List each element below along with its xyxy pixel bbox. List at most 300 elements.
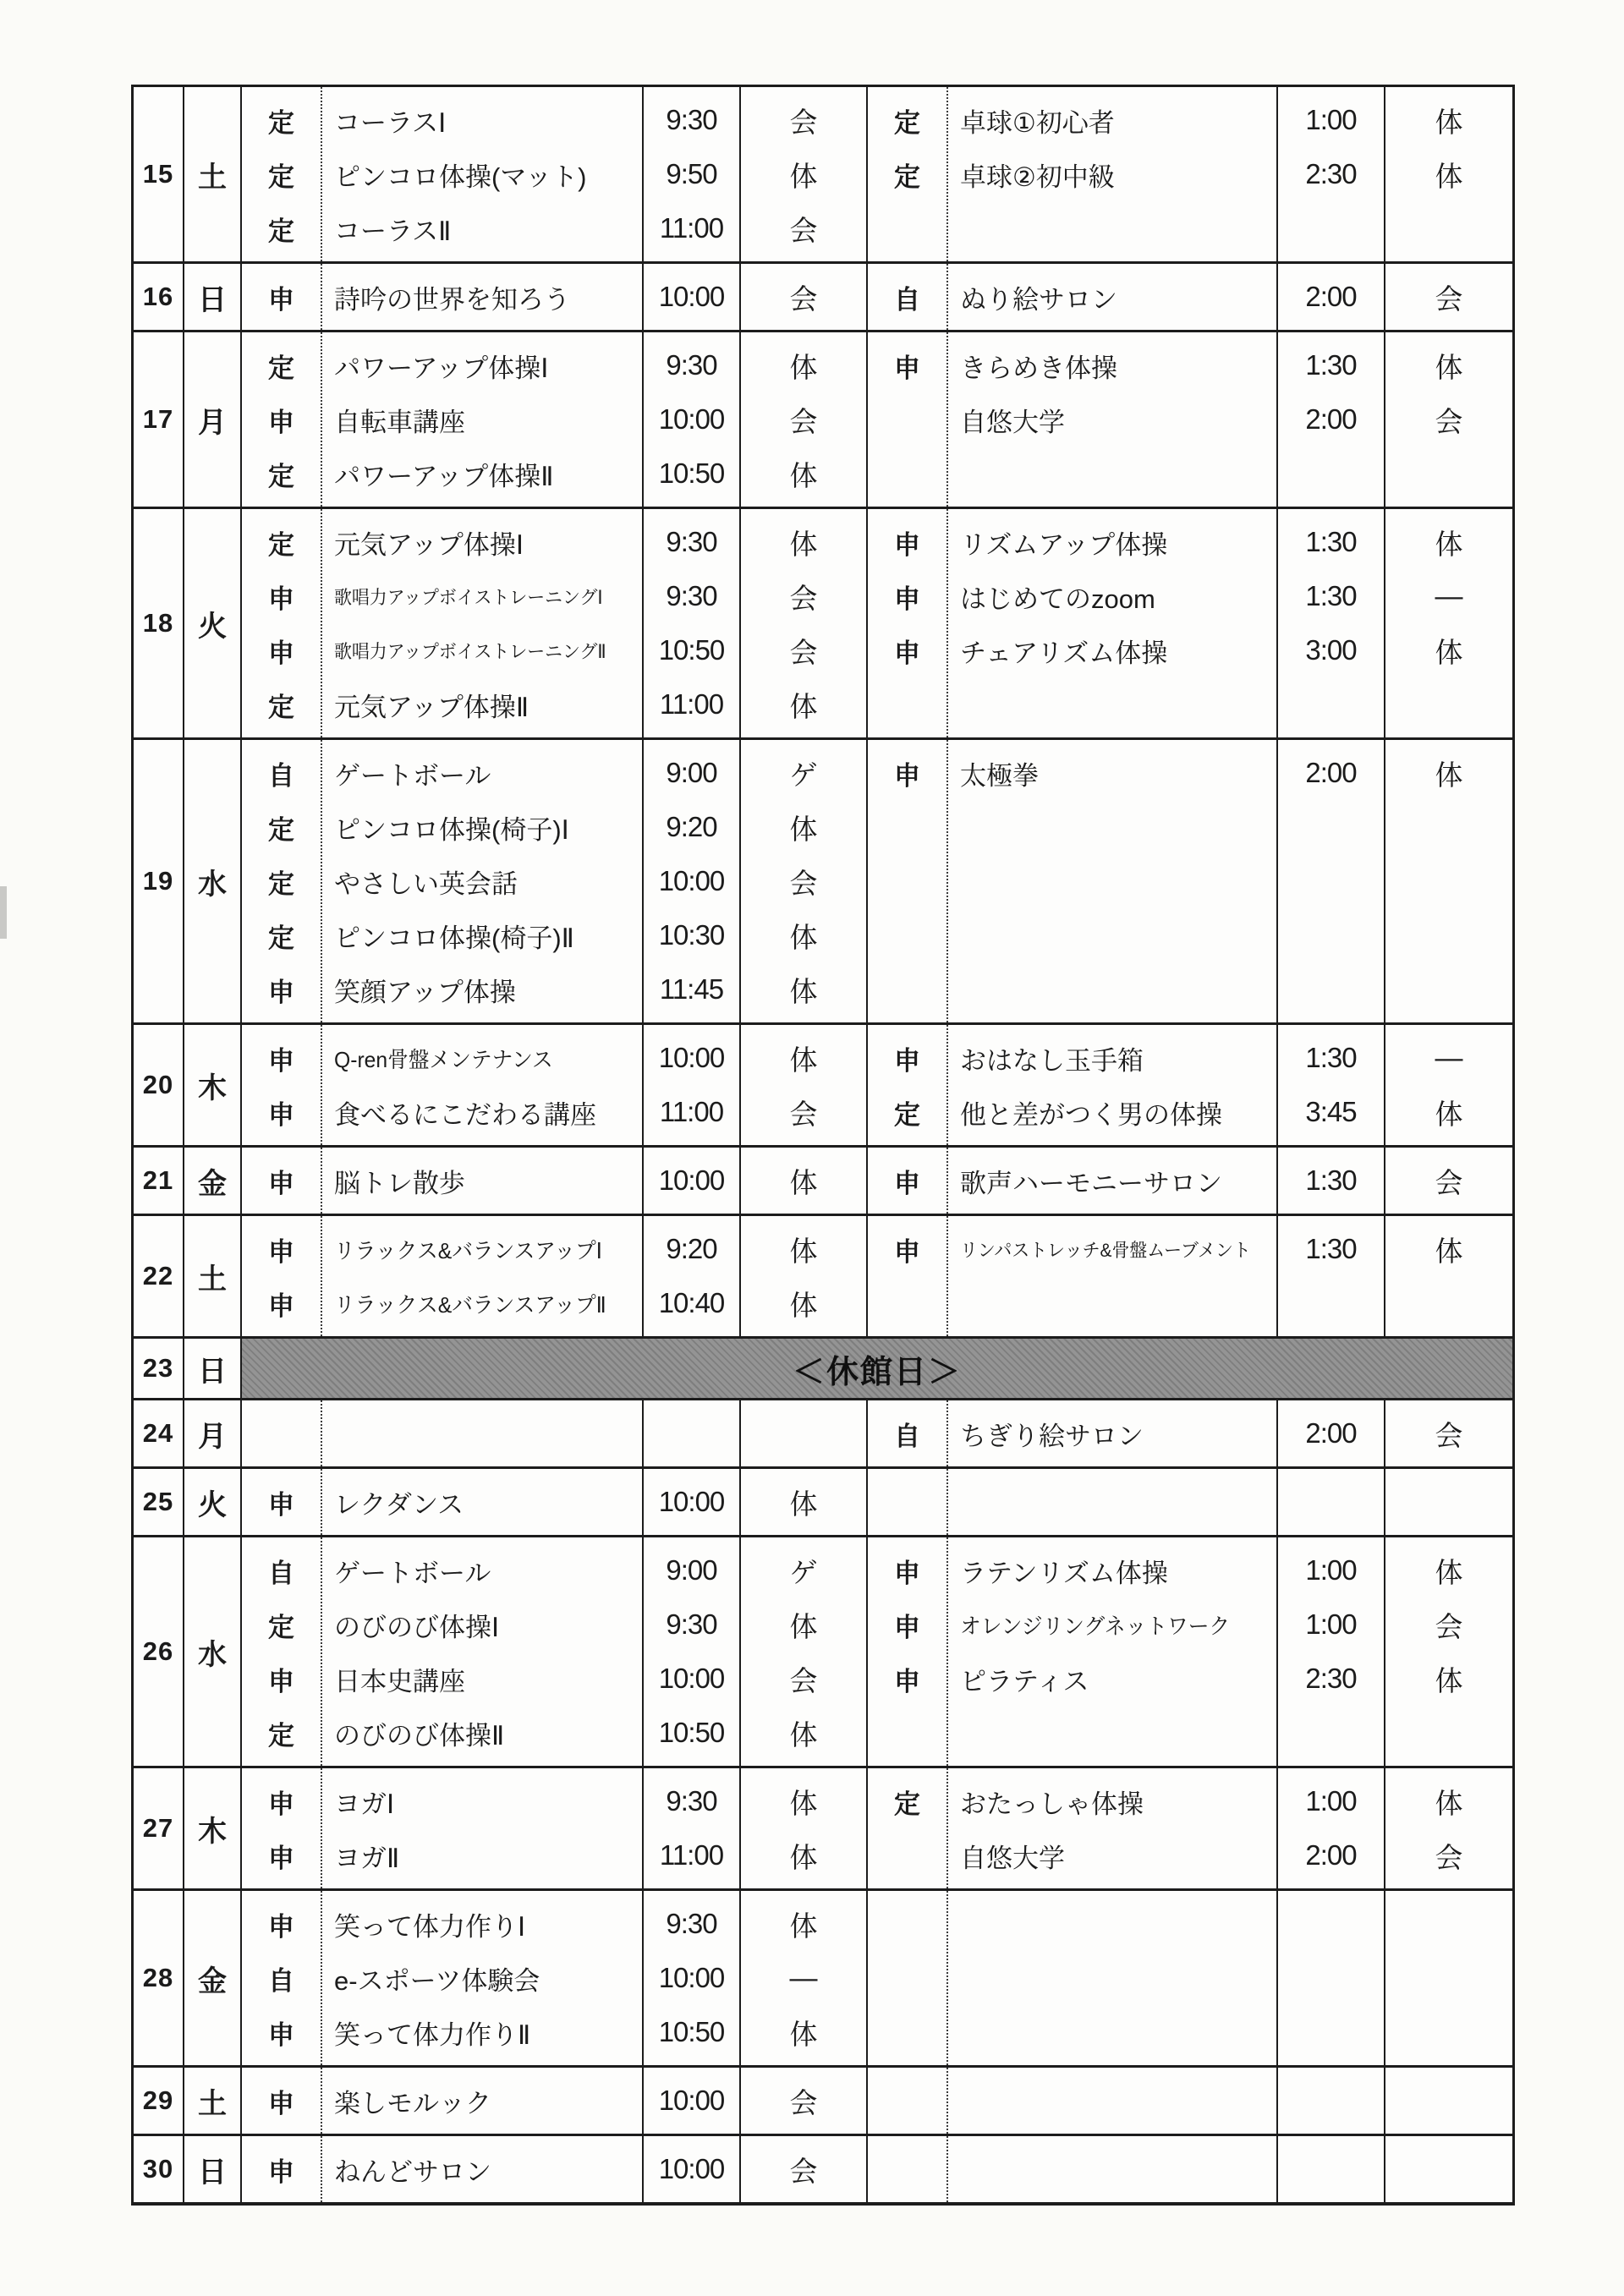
reg-cell-right-text: 申: [894, 1045, 920, 1076]
reg-cell-text: 申: [268, 1789, 294, 1819]
event-name-cell-right: [948, 1085, 1276, 1139]
day-cell: [184, 1537, 242, 1766]
place-cell-text: 体: [789, 1787, 818, 1819]
event-name-cell: [322, 2005, 642, 2059]
place-cell: [741, 1543, 866, 1597]
place-cell-column: [741, 1216, 868, 1336]
time-cell: [644, 677, 739, 732]
time-cell-text: 9:30: [666, 1608, 717, 1640]
event-name-cell: [322, 1031, 642, 1085]
date-cell: [134, 1216, 184, 1336]
time-cell-column: [644, 2068, 741, 2134]
place-cell: [741, 1085, 866, 1139]
place-cell-text: 会: [789, 636, 818, 668]
date-label: 23: [142, 1353, 174, 1383]
place-cell-right: [1385, 1031, 1512, 1085]
event-name-cell-text: コーラスⅠ: [334, 107, 447, 138]
event-name-cell-right-column: [948, 1148, 1278, 1214]
event-name-cell: [322, 147, 642, 201]
reg-cell-text: 定: [268, 529, 294, 560]
time-cell-right-column: [1278, 509, 1385, 737]
time-cell: [644, 854, 739, 908]
event-name-cell-right: [948, 1543, 1276, 1597]
event-name-cell-text: パワーアップ体操Ⅰ: [334, 353, 549, 383]
time-cell-right-column: [1278, 1216, 1385, 1336]
date-label: 27: [142, 1813, 174, 1843]
day-row-27: [134, 1766, 1512, 1888]
place-cell-right-column: [1385, 509, 1512, 737]
event-name-cell-right: [948, 1828, 1276, 1882]
time-cell-right: [1278, 854, 1384, 908]
place-cell-right: [1385, 392, 1512, 447]
event-name-cell-column: [322, 2136, 644, 2202]
reg-cell-right: [868, 1597, 946, 1652]
reg-cell-text: 申: [268, 1489, 294, 1520]
reg-cell-right-column: [868, 1537, 948, 1766]
time-cell-text: 10:00: [658, 2153, 725, 2184]
reg-cell: [242, 93, 321, 147]
reg-cell-column: [242, 2136, 322, 2202]
place-cell-right: [1385, 147, 1512, 201]
day-row-30: [134, 2134, 1512, 2202]
place-cell: [741, 1276, 866, 1330]
time-cell-text: 9:00: [666, 757, 717, 788]
time-cell: [644, 569, 739, 623]
time-cell-text: 10:00: [658, 1042, 725, 1073]
place-cell: [741, 93, 866, 147]
event-name-cell-right-text: 他と差がつく男の体操: [960, 1099, 1222, 1130]
date-label: 28: [142, 1963, 174, 1992]
reg-cell-text: 定: [268, 923, 294, 953]
time-cell-right-column: [1278, 264, 1385, 330]
reg-cell-text: 申: [268, 1911, 294, 1942]
event-name-cell-right-text: はじめてのzoom: [960, 584, 1155, 614]
place-cell: [741, 1774, 866, 1828]
event-name-cell-text: Q-ren骨盤メンテナンス: [334, 1046, 553, 1072]
event-name-cell-right: [948, 2074, 1276, 2128]
place-cell-text: 会: [789, 582, 818, 614]
event-name-cell-right-column: [948, 1537, 1278, 1766]
time-cell-right: [1278, 1543, 1384, 1597]
event-name-cell-right-column: [948, 509, 1278, 737]
event-name-cell-right: [948, 854, 1276, 908]
event-name-cell-text: 日本史講座: [334, 1666, 465, 1696]
date-cell: [134, 1469, 184, 1535]
reg-cell-right: [868, 677, 946, 732]
time-cell-text: 11:00: [659, 688, 724, 720]
reg-cell: [242, 201, 321, 255]
reg-cell: [242, 854, 321, 908]
reg-cell-right: [868, 569, 946, 623]
reg-cell-right: [868, 1276, 946, 1330]
day-label: 火: [198, 610, 227, 643]
reg-cell: [242, 677, 321, 732]
event-name-cell-text: 元気アップ体操Ⅱ: [334, 692, 529, 722]
event-name-cell-right: [948, 1597, 1276, 1652]
place-cell: [741, 1222, 866, 1276]
reg-cell: [242, 2142, 321, 2196]
event-name-cell-right-column: [948, 2136, 1278, 2202]
day-cell: [184, 1339, 242, 1398]
day-label: 土: [198, 2087, 227, 2120]
place-cell-column: [741, 509, 868, 737]
place-cell-right-column: [1385, 2136, 1512, 2202]
place-cell-right: [1385, 1652, 1512, 1706]
time-cell-right: [1278, 677, 1384, 732]
reg-cell-right: [868, 962, 946, 1016]
reg-cell-right-column: [868, 2136, 948, 2202]
event-name-cell-column: [322, 1148, 644, 1214]
event-name-cell-right: [948, 908, 1276, 962]
reg-cell-right: [868, 1543, 946, 1597]
time-cell-right-text: 2:00: [1305, 1417, 1357, 1449]
event-name-cell: [322, 854, 642, 908]
place-cell-right-column: [1385, 264, 1512, 330]
date-cell: [134, 740, 184, 1022]
event-name-cell-right-text: おはなし玉手箱: [960, 1045, 1144, 1076]
reg-cell: [242, 962, 321, 1016]
time-cell-right: [1278, 1085, 1384, 1139]
reg-cell-column: [242, 1400, 322, 1466]
reg-cell-right-column: [868, 1768, 948, 1888]
event-name-cell-text: のびのび体操Ⅱ: [334, 1720, 505, 1751]
day-row-22: [134, 1214, 1512, 1336]
time-cell-right: [1278, 623, 1384, 677]
reg-cell-right-column: [868, 87, 948, 261]
event-name-cell-right: [948, 2142, 1276, 2196]
reg-cell-text: 申: [268, 977, 294, 1007]
day-cell: [184, 1025, 242, 1145]
place-cell-text: 体: [789, 1166, 818, 1198]
place-cell: [741, 1597, 866, 1652]
reg-cell-right-column: [868, 1216, 948, 1336]
event-name-cell: [322, 1597, 642, 1652]
place-cell-right: [1385, 93, 1512, 147]
reg-cell: [242, 746, 321, 800]
day-label: 火: [198, 1488, 227, 1521]
reg-cell-column: [242, 1891, 322, 2065]
reg-cell-right: [868, 1222, 946, 1276]
event-name-cell-text: ねんどサロン: [334, 2156, 491, 2187]
time-cell: [644, 1085, 739, 1139]
day-label: 月: [198, 1420, 227, 1453]
time-cell-right: [1278, 338, 1384, 392]
event-name-cell-text: ヨガⅠ: [334, 1789, 395, 1819]
day-cell: [184, 2136, 242, 2202]
reg-cell: [242, 1706, 321, 1760]
place-cell: [741, 2142, 866, 2196]
place-cell-right: [1385, 962, 1512, 1016]
place-cell-right-text: 会: [1435, 1166, 1463, 1198]
place-cell-right-text: 体: [1435, 1235, 1463, 1267]
date-label: 30: [142, 2154, 174, 2184]
reg-cell-right: [868, 1652, 946, 1706]
event-name-cell-right: [948, 623, 1276, 677]
time-cell-right-column: [1278, 1148, 1385, 1214]
date-label: 15: [142, 159, 174, 189]
place-cell-right-text: 会: [1435, 1610, 1463, 1642]
event-name-cell: [322, 569, 642, 623]
reg-cell-text: 自: [268, 760, 294, 791]
reg-cell: [242, 1951, 321, 2005]
time-cell-right-column: [1278, 740, 1385, 1022]
time-cell-right: [1278, 1475, 1384, 1529]
time-cell-right: [1278, 1774, 1384, 1828]
time-cell: [644, 1774, 739, 1828]
time-cell-text: 9:20: [666, 811, 717, 842]
reg-cell-text: 定: [268, 1720, 294, 1751]
place-cell-right: [1385, 1706, 1512, 1760]
time-cell: [644, 515, 739, 569]
place-cell: [741, 1828, 866, 1882]
place-cell-right-column: [1385, 87, 1512, 261]
event-name-cell-right-column: [948, 87, 1278, 261]
place-cell: [741, 270, 866, 324]
reg-cell-text: 申: [268, 1843, 294, 1873]
place-cell: [741, 338, 866, 392]
day-cell: [184, 740, 242, 1022]
day-label: 水: [198, 868, 227, 901]
place-cell-text: 体: [789, 1235, 818, 1267]
time-cell-right-text: 1:00: [1305, 1785, 1357, 1817]
event-name-cell-right: [948, 201, 1276, 255]
date-label: 29: [142, 2085, 174, 2115]
reg-cell-right-text: 定: [894, 107, 920, 138]
place-cell-text: 会: [789, 1098, 818, 1130]
place-cell-text: 体: [789, 975, 818, 1007]
event-name-cell-right-column: [948, 1891, 1278, 2065]
event-name-cell-text: レクダンス: [334, 1489, 464, 1520]
place-cell: [741, 515, 866, 569]
place-cell-text: 会: [789, 214, 818, 246]
place-cell-right: [1385, 1222, 1512, 1276]
date-cell: [134, 332, 184, 507]
place-cell: [741, 447, 866, 501]
time-cell: [644, 1706, 739, 1760]
place-cell-column: [741, 2068, 868, 2134]
time-cell-right: [1278, 1597, 1384, 1652]
event-name-cell: [322, 1828, 642, 1882]
date-cell: [134, 1339, 184, 1398]
reg-cell-text: 定: [268, 461, 294, 491]
date-cell: [134, 2136, 184, 2202]
place-cell-right: [1385, 569, 1512, 623]
reg-cell-right-column: [868, 264, 948, 330]
event-name-cell-right-text: おたっしゃ体操: [960, 1789, 1144, 1819]
day-row-19: [134, 737, 1512, 1022]
reg-cell-text: 定: [268, 1612, 294, 1642]
time-cell-right: [1278, 1406, 1384, 1460]
time-cell-text: 10:00: [658, 1962, 725, 1993]
reg-cell-right: [868, 1706, 946, 1760]
time-cell-right-column: [1278, 1025, 1385, 1145]
reg-cell-right-text: 定: [894, 162, 920, 192]
event-name-cell-right-column: [948, 1025, 1278, 1145]
day-label: 水: [198, 1638, 227, 1671]
reg-cell-right-column: [868, 332, 948, 507]
time-cell-column: [644, 509, 741, 737]
reg-cell-text: 自: [268, 1965, 294, 1996]
time-cell-text: 9:20: [666, 1233, 717, 1264]
reg-cell: [242, 1828, 321, 1882]
time-cell: [644, 1153, 739, 1208]
reg-cell: [242, 1475, 321, 1529]
event-name-cell-text: ゲートボール: [334, 1558, 491, 1588]
event-name-cell: [322, 93, 642, 147]
reg-cell-right: [868, 147, 946, 201]
place-cell: [741, 1897, 866, 1951]
time-cell-text: 9:30: [666, 1785, 717, 1817]
place-cell-right-column: [1385, 740, 1512, 1022]
time-cell-right: [1278, 1706, 1384, 1760]
day-row-24: [134, 1398, 1512, 1466]
time-cell: [644, 1828, 739, 1882]
time-cell: [644, 392, 739, 447]
place-cell: [741, 2005, 866, 2059]
time-cell-right: [1278, 1828, 1384, 1882]
place-cell: [741, 147, 866, 201]
place-cell-right: [1385, 1543, 1512, 1597]
day-label: 日: [198, 283, 227, 316]
date-cell: [134, 1891, 184, 2065]
event-name-cell: [322, 338, 642, 392]
event-name-cell-column: [322, 87, 644, 261]
time-cell-text: 10:00: [658, 281, 725, 312]
date-cell: [134, 1025, 184, 1145]
reg-cell-text: 定: [268, 353, 294, 383]
event-name-cell-text: ヨガⅡ: [334, 1843, 400, 1873]
reg-cell-text: 申: [268, 638, 294, 668]
day-cell: [184, 1216, 242, 1336]
reg-cell-right-text: 自: [894, 284, 920, 315]
time-cell-right-text: 2:30: [1305, 1663, 1357, 1694]
scan-artifact: [0, 886, 7, 939]
event-name-cell: [322, 201, 642, 255]
place-cell-right: [1385, 908, 1512, 962]
time-cell: [644, 1652, 739, 1706]
day-row-28: [134, 1888, 1512, 2065]
date-label: 26: [142, 1636, 174, 1666]
day-row-15: [134, 87, 1512, 261]
day-cell: [184, 509, 242, 737]
day-cell: [184, 1469, 242, 1535]
time-cell: [644, 201, 739, 255]
reg-cell-column: [242, 2068, 322, 2134]
event-name-cell: [322, 1475, 642, 1529]
place-cell-text: 体: [789, 921, 818, 953]
place-cell-right: [1385, 201, 1512, 255]
time-cell-text: 10:40: [658, 1287, 725, 1318]
reg-cell-right: [868, 93, 946, 147]
reg-cell-right: [868, 1153, 946, 1208]
place-cell-right: [1385, 1897, 1512, 1951]
time-cell-right-text: 3:00: [1305, 634, 1357, 666]
time-cell-right: [1278, 746, 1384, 800]
event-name-cell-text: ゲートボール: [334, 760, 491, 791]
reg-cell: [242, 1597, 321, 1652]
reg-cell: [242, 569, 321, 623]
reg-cell-right: [868, 1774, 946, 1828]
day-cell: [184, 264, 242, 330]
time-cell-text: 9:30: [666, 526, 717, 557]
reg-cell-right-column: [868, 740, 948, 1022]
place-cell-right: [1385, 447, 1512, 501]
time-cell-right: [1278, 447, 1384, 501]
day-row-23: [134, 1336, 1512, 1398]
place-cell-right-text: 会: [1435, 1841, 1463, 1873]
time-cell-right-text: 1:30: [1305, 526, 1357, 557]
time-cell-right: [1278, 1652, 1384, 1706]
schedule-sheet: [131, 85, 1515, 2206]
day-row-26: [134, 1535, 1512, 1766]
reg-cell-column: [242, 1537, 322, 1766]
reg-cell-right-column: [868, 1469, 948, 1535]
event-name-cell-text: 元気アップ体操Ⅰ: [334, 529, 524, 560]
event-name-cell-column: [322, 740, 644, 1022]
reg-cell-text: 定: [268, 216, 294, 246]
place-cell-column: [741, 1400, 868, 1466]
event-name-cell-right: [948, 2005, 1276, 2059]
time-cell-right-text: 1:30: [1305, 1233, 1357, 1264]
place-cell-right: [1385, 1828, 1512, 1882]
time-cell-column: [644, 1216, 741, 1336]
place-cell-right-column: [1385, 1537, 1512, 1766]
event-name-cell: [322, 2074, 642, 2128]
place-cell-text: 会: [789, 2155, 818, 2187]
date-cell: [134, 87, 184, 261]
event-name-cell: [322, 908, 642, 962]
place-cell-right-text: 体: [1435, 528, 1463, 560]
event-name-cell-column: [322, 1537, 644, 1766]
time-cell: [644, 800, 739, 854]
place-cell-right-column: [1385, 332, 1512, 507]
time-cell: [644, 962, 739, 1016]
day-row-16: [134, 261, 1512, 330]
day-row-20: [134, 1022, 1512, 1145]
time-cell-text: 10:30: [658, 919, 725, 951]
event-name-cell: [322, 1406, 642, 1460]
event-name-cell-right: [948, 1951, 1276, 2005]
time-cell: [644, 2005, 739, 2059]
time-cell: [644, 1597, 739, 1652]
place-cell-right-text: 会: [1435, 1419, 1463, 1451]
place-cell-text: 会: [789, 405, 818, 437]
time-cell: [644, 1951, 739, 2005]
reg-cell: [242, 908, 321, 962]
event-name-cell-right-text: ピラティス: [960, 1666, 1089, 1696]
reg-cell-right: [868, 2074, 946, 2128]
event-name-cell-right-text: 自悠大学: [960, 1843, 1065, 1873]
event-name-cell-right: [948, 746, 1276, 800]
event-name-cell: [322, 962, 642, 1016]
time-cell-column: [644, 1400, 741, 1466]
place-cell-text: 会: [789, 1664, 818, 1696]
reg-cell: [242, 1276, 321, 1330]
date-label: 25: [142, 1487, 174, 1516]
time-cell-column: [644, 1469, 741, 1535]
reg-cell-column: [242, 87, 322, 261]
reg-cell-text: 自: [268, 1558, 294, 1588]
event-name-cell: [322, 1153, 642, 1208]
place-cell-text: 体: [789, 1289, 818, 1321]
reg-cell-right: [868, 1085, 946, 1139]
day-cell: [184, 87, 242, 261]
date-label: 24: [142, 1418, 174, 1448]
reg-cell-right: [868, 447, 946, 501]
place-cell-right-text: 体: [1435, 759, 1463, 791]
reg-cell-right: [868, 854, 946, 908]
event-name-cell-text: ピンコロ体操(椅子)Ⅰ: [334, 814, 569, 845]
